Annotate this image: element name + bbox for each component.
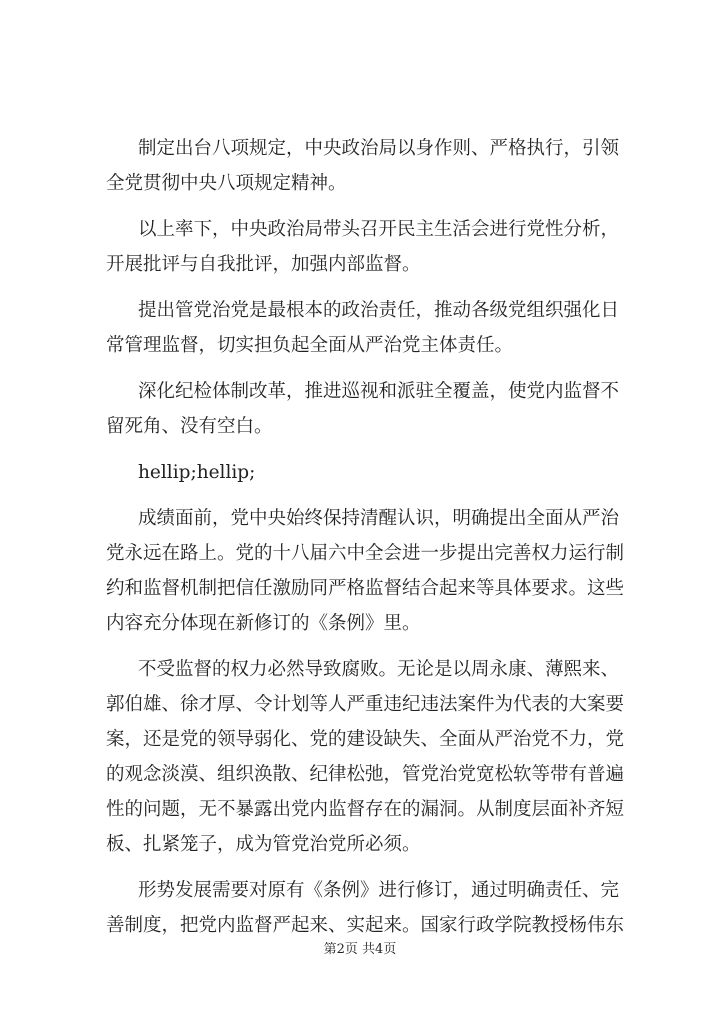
text-line: 内容充分体现在新修订的《条例》里。	[106, 613, 421, 634]
paragraph	[106, 652, 625, 862]
text-line: 不受监督的权力必然导致腐败。无论是以周永康、薄熙来、	[138, 659, 620, 680]
text-line: 性的问题，无不暴露出党内监督存在的漏洞。从制度层面补齐短	[106, 799, 625, 820]
paragraph	[106, 455, 616, 490]
paragraph	[106, 374, 620, 444]
text-line: 板、扎紧笼子，成为管党治党所必须。	[106, 834, 421, 855]
text-line: 案，还是党的领导弱化、党的建设缺失、全面从严治党不力，党	[106, 729, 625, 750]
text-line: 全党贯彻中央八项规定精神。	[106, 173, 347, 194]
paragraph	[106, 501, 625, 641]
text-line: 以上率下，中央政治局带头召开民主生活会进行党性分析，	[138, 219, 620, 240]
text-line: 约和监督机制把信任激励同严格监督结合起来等具体要求。这些	[106, 578, 625, 599]
page-footer: 第2页 共4页	[323, 942, 397, 957]
text-line: 深化纪检体制改革，推进巡视和派驻全覆盖，使党内监督不	[138, 381, 620, 402]
paragraph	[106, 873, 625, 943]
text-line: 郭伯雄、徐才厚、令计划等人严重违纪违法案件为代表的大案要	[106, 694, 625, 715]
document-body	[106, 131, 625, 954]
text-line: 制定出台八项规定，中央政治局以身作则、严格执行，引领	[138, 138, 620, 159]
paragraph	[106, 293, 620, 363]
text-line: 开展批评与自我批评，加强内部监督。	[106, 254, 421, 275]
paragraph	[106, 212, 620, 282]
text-line: hellip;hellip;	[138, 462, 256, 483]
text-line: 形势发展需要对原有《条例》进行修订，通过明确责任、完	[138, 880, 620, 901]
paragraph	[106, 131, 620, 201]
text-line: 提出管党治党是最根本的政治责任，推动各级党组织强化日	[138, 300, 620, 321]
text-line: 成绩面前，党中央始终保持清醒认识，明确提出全面从严治	[138, 508, 620, 529]
text-line: 善制度，把党内监督严起来、实起来。国家行政学院教授杨伟东	[106, 915, 625, 936]
text-line: 党永远在路上。党的十八届六中全会进一步提出完善权力运行制	[106, 543, 625, 564]
text-line: 常管理监督，切实担负起全面从严治党主体责任。	[106, 335, 514, 356]
text-line: 的观念淡漠、组织涣散、纪律松弛，管党治党宽松软等带有普遍	[106, 764, 625, 785]
text-line: 留死角、没有空白。	[106, 416, 273, 437]
